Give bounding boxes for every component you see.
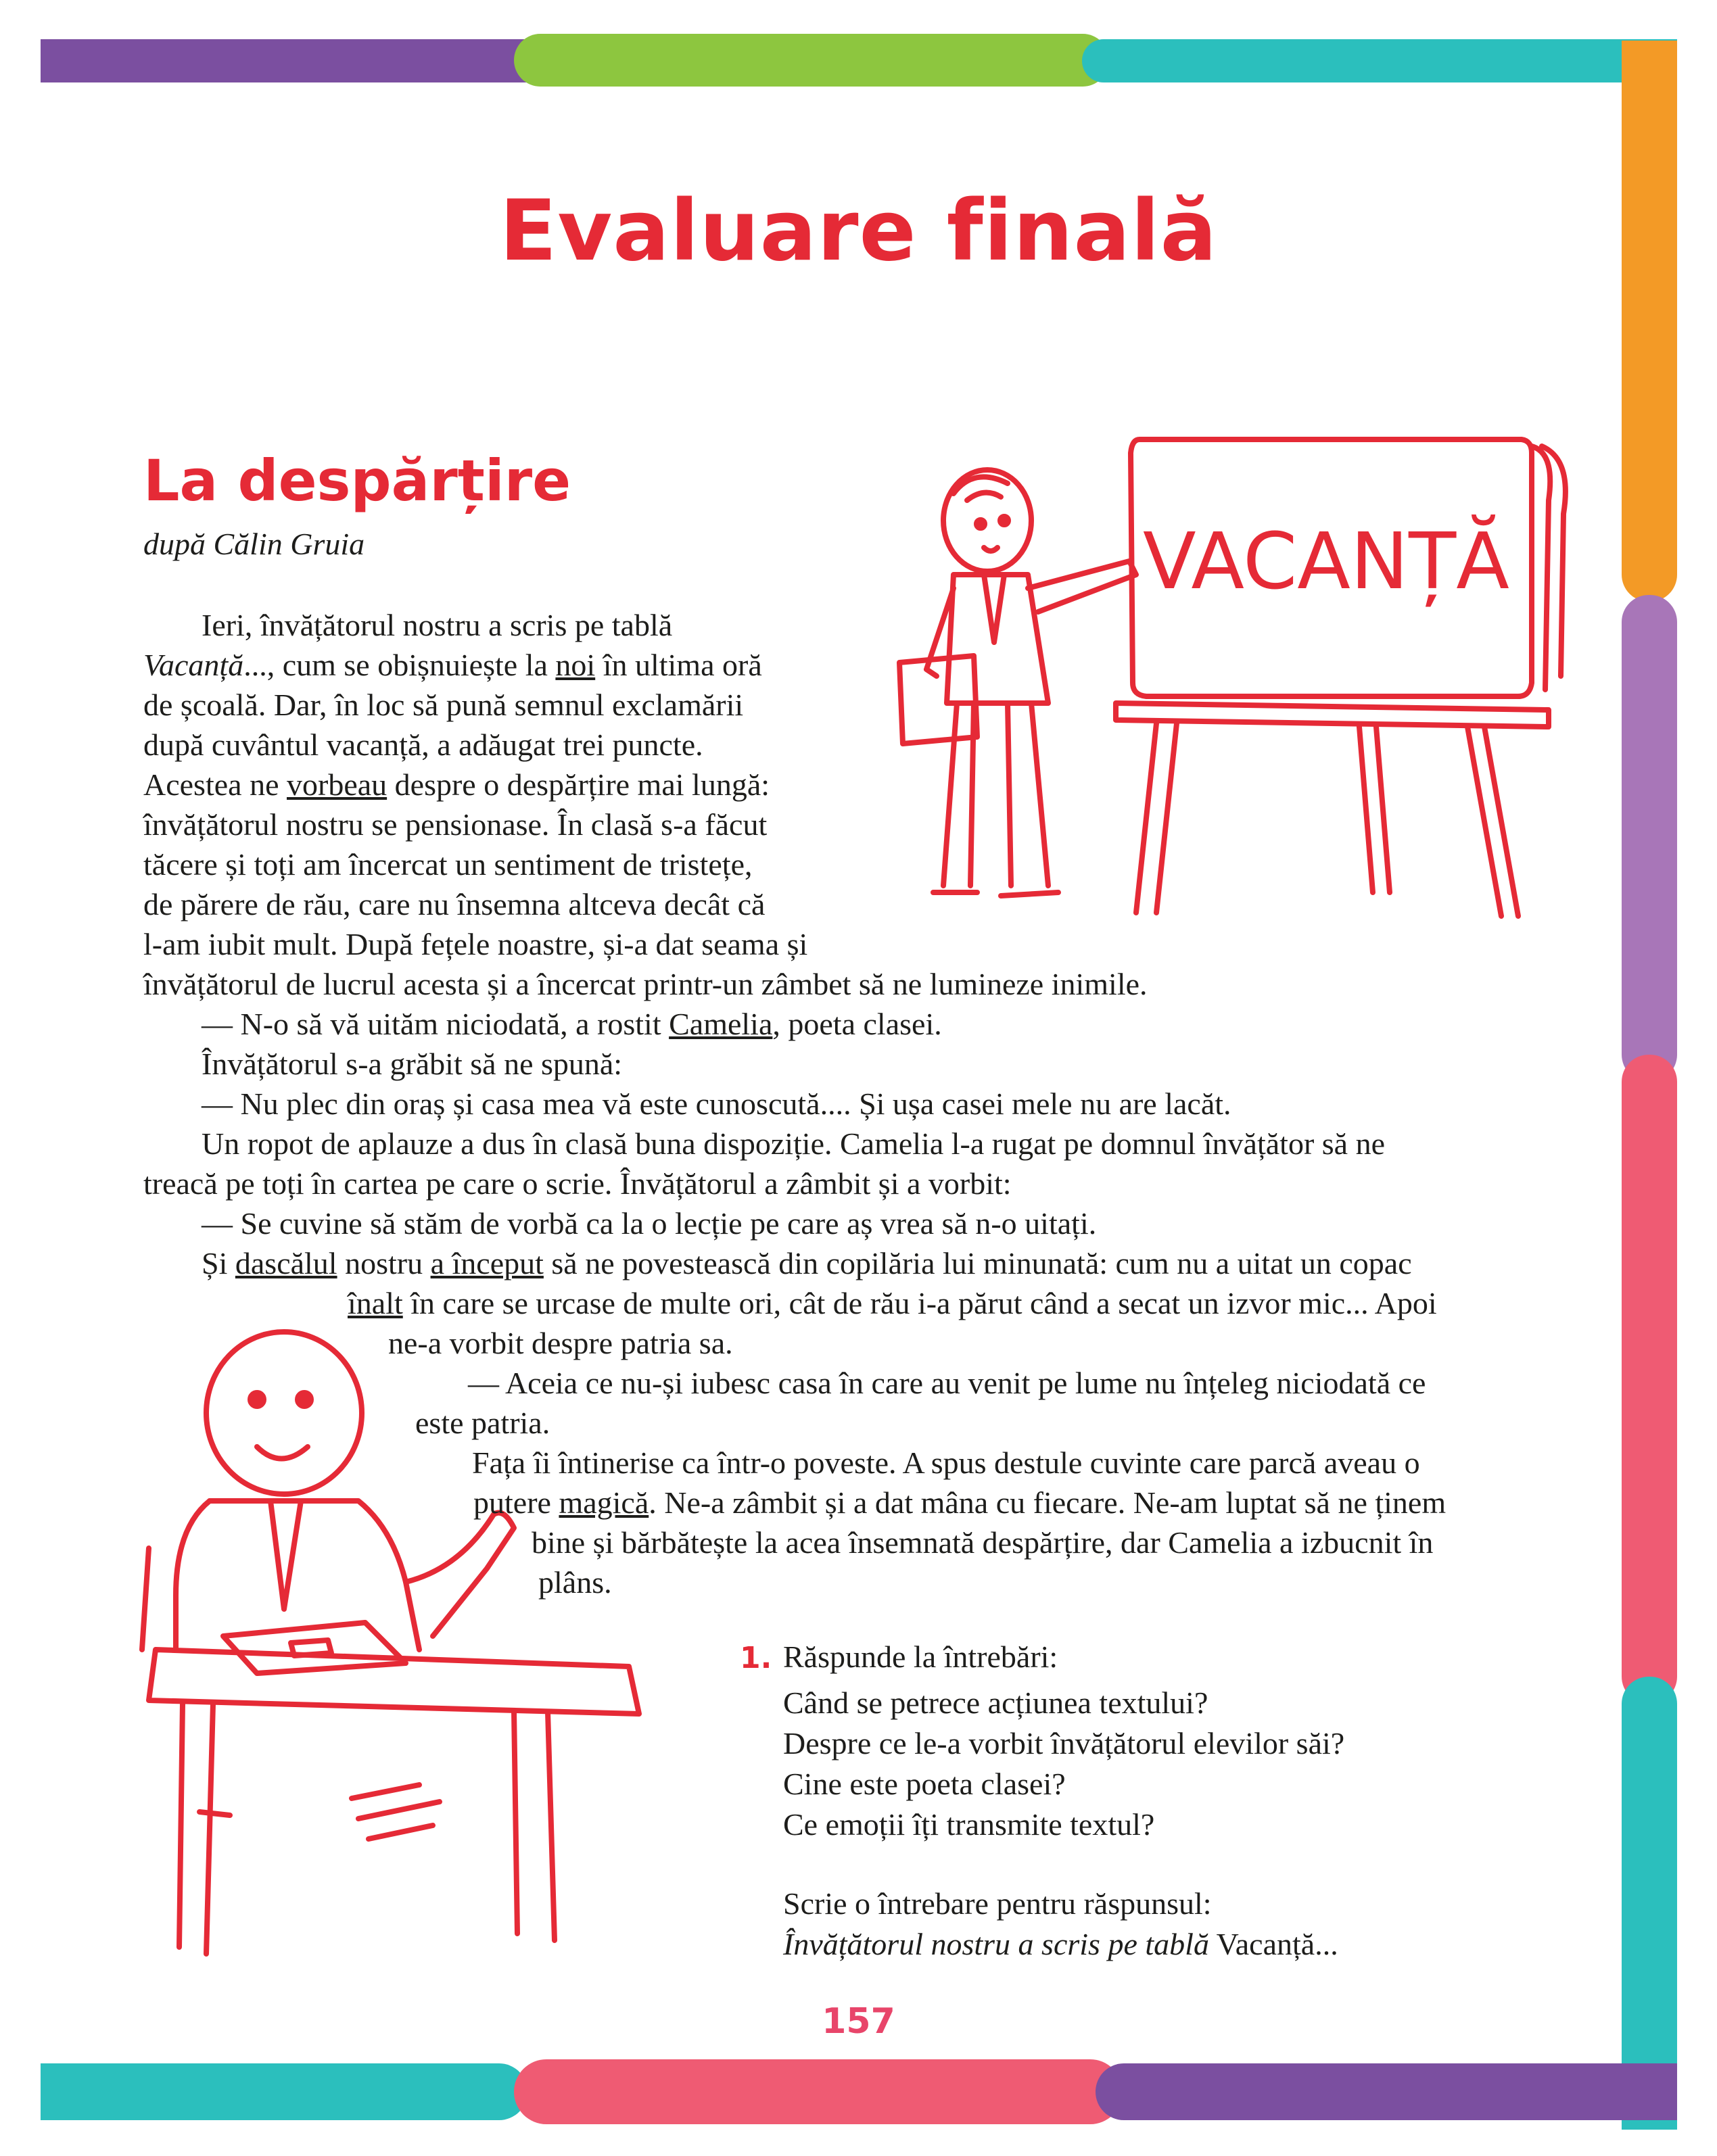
story-line-1: Ieri, învățătorul nostru a scris pe tablă [202,608,673,642]
story-line-16: — Se cuvine să stăm de vorbă ca la o lecție pe care aș vrea să n-o uitați. [202,1206,1097,1241]
bottom-band-purple [1096,2063,1677,2120]
question-number: 1. [740,1641,772,1675]
story-line-13: — Nu plec din oraș și casa mea vă este cunoscută.... Și ușa casei mele nu are lacăt. [202,1086,1231,1121]
story-line-23: putere magică. Ne-a zâmbit și a dat mâna cu fiecare. Ne-am luptat să ne ținem [473,1485,1446,1520]
top-band-purple [41,39,568,82]
story-line-17: Și dascălul nostru a început să ne povestească din copilăria lui minunată: cum nu a uitat un copac [202,1246,1412,1280]
top-band-green [514,34,1109,87]
story-line-25: plâns. [538,1565,612,1600]
story-line-2: Vacanță..., cum se obișnuiește la noi în ultima oră [143,648,762,682]
story-line-19: ne-a vorbit despre patria sa. [388,1326,733,1360]
question-1: Când se petrece acțiunea textului? [783,1685,1208,1720]
story-line-14: Un ropot de aplauze a dus în clasă buna dispoziție. Camelia l-a rugat pe domnul învățător să ne [202,1126,1385,1161]
top-band-teal [1082,39,1677,82]
question-heading: Răspunde la întrebări: [783,1639,1058,1674]
board-word: VACANȚĂ [1143,517,1509,607]
story-line-4: după cuvântul vacanță, a adăugat trei puncte. [143,727,703,762]
question-2: Despre ce le-a vorbit învățătorul elevilor săi? [783,1726,1345,1760]
story-line-9: l-am iubit mult. După fețele noastre, și-a dat seama și [143,927,808,961]
story-line-5: Acestea ne vorbeau despre o despărțire mai lungă: [143,767,770,802]
page-number: 157 [822,2001,895,2042]
story-line-18: înalt în care se urcase de multe ori, cât de rău i-a părut când a secat un izvor mic... Apoi [348,1286,1437,1320]
story-line-3: de școală. Dar, în loc să pună semnul exclamării [143,688,744,722]
story-line-8: de părere de rău, care nu însemna altceva decât că [143,887,766,921]
question-4: Ce emoții îți transmite textul? [783,1807,1155,1842]
story-line-7: tăcere și toți am încercat un sentiment de tristețe, [143,847,753,882]
bottom-band-pink [514,2059,1123,2124]
story-author: după Călin Gruia [143,527,365,561]
right-band-orange [1622,41,1677,602]
bottom-band-teal [41,2063,527,2120]
right-band-pink [1622,1055,1677,1704]
teacher-at-desk-illustration [135,1325,663,1967]
teacher-at-board-illustration [872,419,1582,919]
right-band-teal [1622,1677,1677,2130]
story-line-22: Fața îi întinerise ca într-o poveste. A spus destule cuvinte care parcă aveau o [472,1445,1420,1480]
story-line-20: — Aceia ce nu-și iubesc casa în care au venit pe lume nu înțeleg niciodată ce [468,1366,1426,1400]
story-line-24: bine și bărbătește la acea însemnată despărțire, dar Camelia a izbucnit în [532,1525,1434,1560]
story-line-15: treacă pe toți în cartea pe care o scrie. Învățătorul a zâmbit și a vorbit: [143,1166,1012,1201]
question-3: Cine este poeta clasei? [783,1767,1066,1801]
write-question-prompt: Scrie o întrebare pentru răspunsul: [783,1886,1212,1921]
right-band-lilac [1622,595,1677,1082]
story-line-12: Învățătorul s-a grăbit să ne spună: [202,1047,623,1081]
story-line-6: învățătorul nostru se pensionase. În clasă s-a făcut [143,807,768,842]
page-title: Evaluare finală [499,183,1218,280]
story-line-11: — N-o să vă uităm niciodată, a rostit Camelia, poeta clasei. [202,1007,942,1041]
story-title: La despărțire [143,448,571,514]
story-line-21: este patria. [415,1406,550,1440]
answer-sentence: Învățătorul nostru a scris pe tablă Vacanță... [783,1927,1338,1961]
story-line-10: învățătorul de lucrul acesta și a încercat printr-un zâmbet să ne lumineze inimile. [143,967,1148,1001]
